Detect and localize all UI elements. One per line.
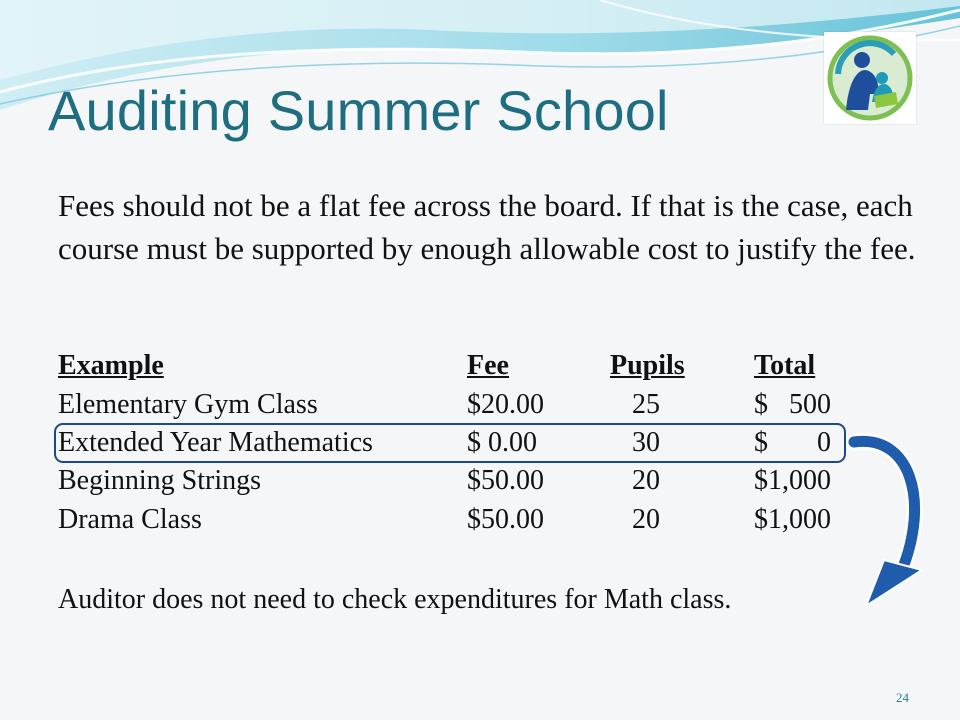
row-total: $1,000 — [754, 465, 831, 496]
row-fee: $50.00 — [467, 504, 544, 535]
row-example: Beginning Strings — [58, 465, 262, 496]
header-total: Total — [754, 350, 816, 381]
intro-paragraph: Fees should not be a flat fee across the board. If that is the case, each course must be supported by enough allowable cost to justify the fee. — [58, 188, 916, 266]
header-pupils: Pupils — [610, 350, 685, 381]
row-fee: $50.00 — [467, 465, 544, 496]
parent-child-reading-logo-icon — [824, 32, 916, 124]
row-example: Drama Class — [58, 504, 202, 535]
page-number: 24 — [896, 690, 909, 705]
row-pupils: 20 — [632, 465, 660, 496]
row-pupils: 30 — [632, 427, 660, 458]
row-total: $ 0 — [754, 427, 831, 458]
row-example: Elementary Gym Class — [58, 389, 318, 420]
row-fee: $20.00 — [467, 389, 544, 420]
header-example: Example — [58, 350, 164, 381]
row-total: $1,000 — [754, 504, 831, 535]
row-example: Extended Year Mathematics — [58, 427, 373, 458]
row-total: $ 500 — [754, 389, 831, 420]
curved-arrow-down-icon — [840, 420, 940, 620]
auditor-note: Auditor does not need to check expenditures for Math class. — [58, 584, 732, 615]
header-fee: Fee — [467, 350, 509, 381]
row-fee: $ 0.00 — [467, 427, 537, 458]
slide-title: Auditing Summer School — [48, 79, 669, 142]
math-row-highlight — [54, 423, 846, 463]
row-pupils: 25 — [632, 389, 660, 420]
row-pupils: 20 — [632, 504, 660, 535]
